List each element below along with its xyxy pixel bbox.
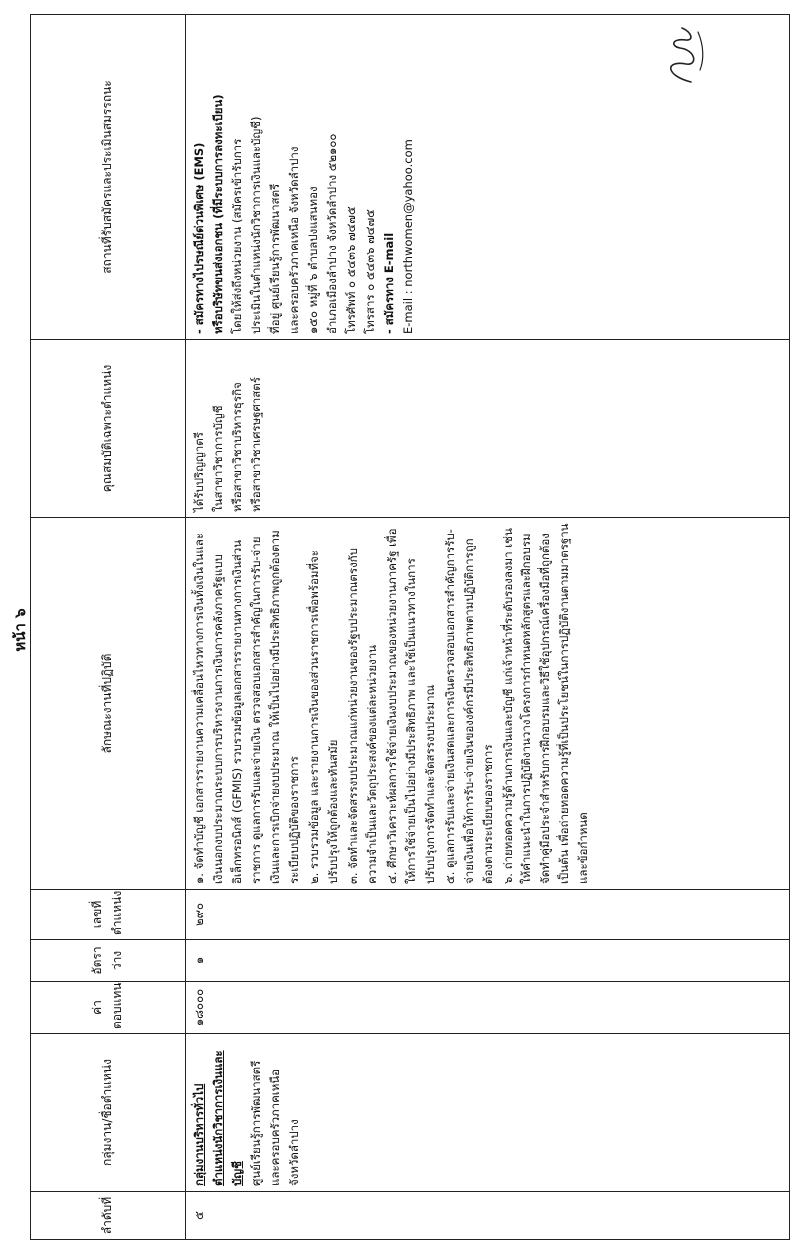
- header-vacancy: อัตราว่าง: [31, 940, 186, 982]
- header-duties: ลักษณะงานที่ปฏิบัติ: [31, 518, 186, 890]
- cell-seq: ๕: [186, 1192, 790, 1240]
- header-position-no: เลขที่ตำแหน่ง: [31, 890, 186, 940]
- qualification-line: ได้รับปริญญาตรี: [192, 432, 206, 512]
- header-group-position: กลุ่มงาน/ชื่อตำแหน่ง: [31, 1034, 186, 1192]
- header-apply-place: สถานที่รับสมัครและประเมินสมรรถนะ: [31, 15, 186, 340]
- cell-qualification: [186, 340, 790, 518]
- duty-item: ๕. ดูแลการรับและจ่ายเงินสดและการเงินตรวจสอบเอกสารสำคัญการรับ-จ่ายเงินเพื่อให้การรับ-จ่ายเงินของงค์กรมีประสิทธิภาพตามปฏิบัติการถูกต้องตามระเบียบของราชการ: [442, 529, 495, 884]
- apply-line: ประเมินในตำแหน่งนักวิชาการเงินและบัญชี): [248, 116, 263, 334]
- table-header-row: [31, 15, 186, 1240]
- table-row: [186, 15, 790, 1240]
- apply-line: โทรศัพท์ ๐ ๕๔๓๖ ๗๔๗๕: [343, 206, 358, 334]
- cell-group-position: [186, 1034, 790, 1192]
- position-title: ตำแหน่งนักวิชาการเงินและบัญชี: [210, 1050, 244, 1186]
- email-address: E-mail : northwomen@yahoo.com: [400, 139, 415, 334]
- email-title: - สมัครทาง E-mail: [381, 232, 396, 334]
- apply-line: ที่อยู่ ศูนย์เรียนรู้การพัฒนาสตรี: [267, 183, 282, 334]
- apply-line: และครอบครัวภาคเหนือ จังหวัดลำปาง: [286, 146, 301, 334]
- position-table: [30, 14, 790, 1240]
- duty-item: ๑. จัดทำบัญชี เอกสารรายงานความเคลื่อนไหวทางการเงินทั้งเงินในและเงินนอกงบประมาณระบบการบริหารงานการเงินการคลังภาครัฐแบบอิเล็กทรอนิกส์ (GFMIS) รวบรวมข้อมูลเอกสารรายงานทางการเงินส่วนราชการ ดูแลการรับและจ่ายเงิน ตรวจสอบเอกสารสำคัญในการรับ-จ่ายเงินและการเบิกจ่ายงบประมาณ ให้เป็นไปอย่างมีประสิทธิภาพถูกต้องตามระเบียบปฏิบัติของราชการ: [192, 530, 301, 884]
- apply-line: ๑๕๐ หมู่ที่ ๖ ตำบลปงแสนทอง: [305, 186, 320, 334]
- cell-pay: ๑๘๐๐๐: [186, 982, 790, 1034]
- rotated-sheet: [6, 10, 796, 1250]
- apply-line: หรือบริษัทขนส่งเอกชน (ที่มีระบบการลงทะเบียน): [210, 94, 225, 334]
- apply-line: โทรสาร ๐ ๕๔๓๖ ๗๔๗๕: [362, 209, 377, 334]
- cell-position-no: ๒๙๐: [186, 890, 790, 940]
- header-qualification: คุณสมบัติเฉพาะตำแหน่ง: [31, 340, 186, 518]
- qualification-line: หรือสาขาวิชาบริหารธุรกิจ: [229, 382, 244, 512]
- apply-line: โดยให้ส่งถึงหน่วยงาน (สมัครเข้ารับการ: [229, 138, 244, 334]
- cell-duties: [186, 518, 790, 890]
- duty-item: ๔. ศึกษาวิเคราะห์ผลการใช้จ่ายเงินงบประมาณของหน่วยงานภาครัฐ เพื่อให้การใช้จ่ายเป็นไปอย่างมีประสิทธิภาพ และใช้เป็นแนวทางในการปรับปรุงการจัดทำและจัดสรรงบประมาณ: [384, 528, 437, 884]
- qualification-line: ในสาขาวิชาการบัญชี: [210, 405, 225, 512]
- duty-item: ๖. ถ่ายทอดความรู้ด้านการเงินและบัญชี แก่เจ้าหน้าที่ระดับรองลงมา เช่น ให้คำแนะนำในการปฏิบัติงานวางโครงการกำหนดหลักสูตรและฝึกอบรม จัดทำคู่มือประจำสำหรับการฝึกอบรมและวิธีใช้อุปกรณ์เครื่องมือที่ถูกต้องเป็นต้น เพื่อถ่ายทอดความรู้ที่เป็นประโยชน์ในการปฏิบัติงานตามมาตรฐานและข้อกำหนด: [500, 523, 591, 884]
- qualification-line: หรือสาขาวิชาเศรษฐศาสตร์: [248, 377, 263, 512]
- page-number: หน้า ๖: [11, 608, 29, 652]
- signature-mark: [646, 20, 716, 90]
- group-name: กลุ่มงานบริหารทั่วไป: [192, 1083, 206, 1186]
- duty-item: ๓. จัดทำและจัดสรรงบประมาณแก่หน่วยงานของรัฐบประมาณตรงกับความจำเป็นและวัตถุประสงค์ของแต่ละหน่วยงาน: [345, 548, 379, 884]
- unit-line: และครอบครัวภาคเหนือ: [267, 1068, 282, 1186]
- ems-title: - สมัครทางไปรษณีย์ด่วนพิเศษ (EMS): [192, 142, 206, 334]
- header-seq: ลำดับที่: [31, 1192, 186, 1240]
- cell-vacancy: ๑: [186, 940, 790, 982]
- header-pay: ค่าตอบแทน: [31, 982, 186, 1034]
- unit-line: ศูนย์เรียนรู้การพัฒนาสตรี: [248, 1060, 263, 1186]
- apply-line: อำเภอเมืองลำปาง จังหวัดลำปาง ๕๒๑๐๐: [324, 133, 339, 334]
- duty-item: ๒. รวบรวมข้อมูล และรายงานการเงินของส่วนราชการเพื่อพร้อมที่จะปรับปรุงให้ถูกต้องและทันสมัย: [306, 550, 340, 884]
- unit-line: จังหวัดลำปาง: [286, 1119, 301, 1186]
